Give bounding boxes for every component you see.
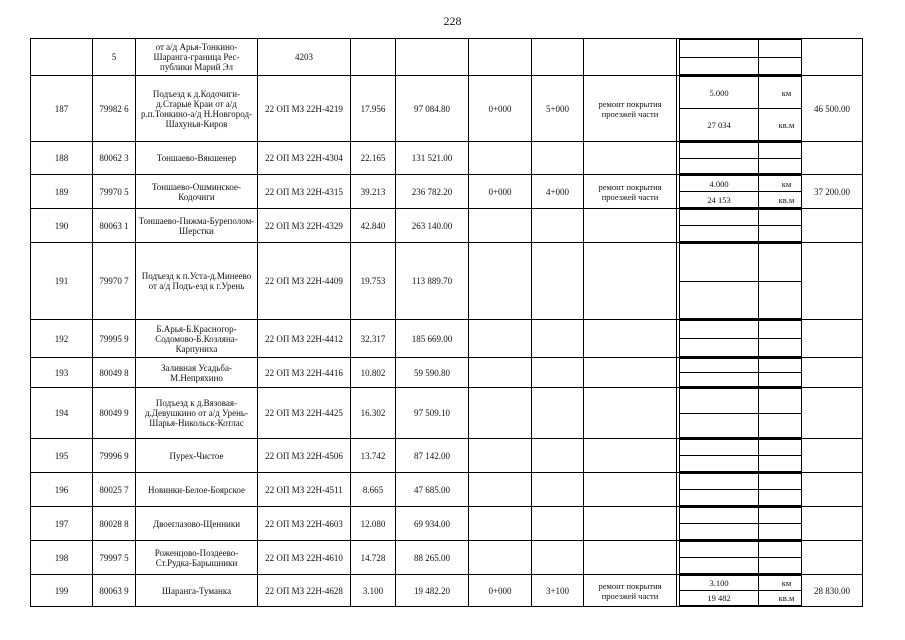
table-row	[31, 541, 863, 575]
section-start-cell: 0+000	[469, 175, 532, 209]
section-end-cell	[532, 243, 584, 320]
road-id-cell: 80063 1	[93, 209, 136, 243]
measure-cell	[677, 358, 802, 388]
road-id-cell: 79970 5	[93, 175, 136, 209]
section-start-cell	[469, 358, 532, 388]
road-code-cell: 22 ОП МЗ 22Н-4409	[258, 243, 351, 320]
measure-subtable	[679, 358, 802, 387]
road-length-cell: 17.956	[351, 76, 396, 142]
road-code-cell: 22 ОП МЗ 22Н-4304	[258, 142, 351, 175]
road-cost-cell: 47 685.00	[396, 473, 469, 507]
table-row	[31, 575, 863, 607]
road-id-cell: 79982 6	[93, 76, 136, 142]
road-length-cell: 3.100	[351, 575, 396, 607]
road-id-cell: 79997 5	[93, 541, 136, 575]
measure-row	[680, 77, 802, 109]
measure-cell	[677, 575, 802, 607]
road-name-cell: Пурех-Чистое	[136, 439, 258, 473]
road-length-cell: 13.742	[351, 439, 396, 473]
road-id-cell: 80062 3	[93, 142, 136, 175]
road-length-cell: 12.080	[351, 507, 396, 541]
measure-row	[680, 591, 802, 606]
measure-value: 27 034	[680, 109, 759, 141]
road-length-cell: 22.165	[351, 142, 396, 175]
work-type-cell	[584, 142, 677, 175]
road-repair-table	[30, 38, 863, 607]
repair-sum-cell: 28 830.00	[802, 575, 863, 607]
measure-value: 3.100	[680, 576, 759, 591]
row-number-cell: 192	[31, 320, 93, 358]
repair-sum-cell	[802, 473, 863, 507]
measure-subtable	[679, 175, 802, 208]
work-type-cell	[584, 507, 677, 541]
row-number-cell: 187	[31, 76, 93, 142]
road-name-cell: Шаранга-Туманка	[136, 575, 258, 607]
section-end-cell	[532, 320, 584, 358]
table-row	[31, 473, 863, 507]
road-cost-cell: 97 084.80	[396, 76, 469, 142]
table-row	[31, 142, 863, 175]
work-type-cell	[584, 358, 677, 388]
repair-sum-cell: 46 500.00	[802, 76, 863, 142]
table-row	[31, 175, 863, 209]
section-start-cell	[469, 320, 532, 358]
road-name-cell: Новинки-Белое-Боярское	[136, 473, 258, 507]
section-start-cell	[469, 388, 532, 439]
row-number-cell	[31, 39, 93, 76]
measure-subtable	[679, 243, 802, 319]
repair-sum-cell	[802, 209, 863, 243]
road-cost-cell: 263 140.00	[396, 209, 469, 243]
section-start-cell	[469, 39, 532, 76]
row-number-cell: 190	[31, 209, 93, 243]
table-row	[31, 39, 863, 76]
road-code-cell: 22 ОП МЗ 22Н-4329	[258, 209, 351, 243]
section-start-cell	[469, 142, 532, 175]
measure-unit: кв.м	[759, 109, 802, 141]
work-type-cell	[584, 439, 677, 473]
work-type-cell	[584, 243, 677, 320]
road-length-cell: 16.302	[351, 388, 396, 439]
section-end-cell	[532, 358, 584, 388]
measure-value: 4.000	[680, 176, 759, 192]
road-code-cell: 22 ОП МЗ 22Н-4506	[258, 439, 351, 473]
work-type-cell	[584, 320, 677, 358]
road-code-cell: 22 ОП МЗ 22Н-4416	[258, 358, 351, 388]
road-code-cell: 4203	[258, 39, 351, 76]
measure-cell	[677, 541, 802, 575]
road-code-cell: 22 ОП МЗ 22Н-4219	[258, 76, 351, 142]
road-code-cell: 22 ОП МЗ 22Н-4412	[258, 320, 351, 358]
road-id-cell: 80025 7	[93, 473, 136, 507]
row-number-cell: 191	[31, 243, 93, 320]
measure-cell	[677, 175, 802, 209]
measure-unit: кв.м	[759, 591, 802, 606]
road-length-cell: 42.840	[351, 209, 396, 243]
repair-sum-cell	[802, 388, 863, 439]
work-type-cell: ремонт покрытия проезжей части	[584, 76, 677, 142]
section-end-cell: 3+100	[532, 575, 584, 607]
measure-unit: км	[759, 77, 802, 109]
row-number-cell: 198	[31, 541, 93, 575]
measure-row	[680, 176, 802, 192]
work-type-cell: ремонт покрытия проезжей части	[584, 175, 677, 209]
row-number-cell: 195	[31, 439, 93, 473]
measure-cell	[677, 142, 802, 175]
row-number-cell: 199	[31, 575, 93, 607]
road-name-cell: Тоншаево-Вякшенер	[136, 142, 258, 175]
section-start-cell	[469, 439, 532, 473]
road-cost-cell: 236 782.20	[396, 175, 469, 209]
measure-cell	[677, 388, 802, 439]
table-row	[31, 507, 863, 541]
section-start-cell: 0+000	[469, 575, 532, 607]
work-type-cell	[584, 209, 677, 243]
road-length-cell	[351, 39, 396, 76]
road-id-cell: 80028 8	[93, 507, 136, 541]
road-cost-cell: 185 669.00	[396, 320, 469, 358]
measure-unit: кв.м	[759, 192, 802, 208]
measure-value: 19 482	[680, 591, 759, 606]
row-number-cell: 189	[31, 175, 93, 209]
road-cost-cell: 87 142.00	[396, 439, 469, 473]
row-number-cell: 188	[31, 142, 93, 175]
row-number-cell: 197	[31, 507, 93, 541]
road-id-cell: 80063 9	[93, 575, 136, 607]
repair-sum-cell	[802, 320, 863, 358]
repair-sum-cell	[802, 507, 863, 541]
measure-subtable	[679, 209, 802, 242]
table-row	[31, 439, 863, 473]
measure-subtable	[679, 39, 802, 75]
section-end-cell	[532, 388, 584, 439]
road-code-cell: 22 ОП МЗ 22Н-4315	[258, 175, 351, 209]
road-name-cell: Подъезд к д.Вязовая-д.Девушкино от а/д Урень-Шарья-Никольск-Котлас	[136, 388, 258, 439]
measure-value: 24 153	[680, 192, 759, 208]
measure-cell	[677, 320, 802, 358]
road-cost-cell: 69 934.00	[396, 507, 469, 541]
section-start-cell	[469, 507, 532, 541]
row-number-cell: 194	[31, 388, 93, 439]
road-cost-cell	[396, 39, 469, 76]
page-number: 228	[443, 14, 462, 28]
repair-sum-cell	[802, 358, 863, 388]
road-id-cell: 5	[93, 39, 136, 76]
section-start-cell	[469, 209, 532, 243]
section-start-cell: 0+000	[469, 76, 532, 142]
road-cost-cell: 59 590.80	[396, 358, 469, 388]
section-start-cell	[469, 473, 532, 507]
road-code-cell: 22 ОП МЗ 22Н-4511	[258, 473, 351, 507]
measure-cell	[677, 473, 802, 507]
road-name-cell: Двоеглазово-Щенники	[136, 507, 258, 541]
road-id-cell: 79970 7	[93, 243, 136, 320]
road-code-cell: 22 ОП МЗ 22Н-4425	[258, 388, 351, 439]
measure-subtable	[679, 541, 802, 574]
measure-cell	[677, 76, 802, 142]
road-name-cell: Заливная Усадьба-М.Непряхино	[136, 358, 258, 388]
road-code-cell: 22 ОП МЗ 22Н-4610	[258, 541, 351, 575]
road-code-cell: 22 ОП МЗ 22Н-4628	[258, 575, 351, 607]
road-length-cell: 32.317	[351, 320, 396, 358]
work-type-cell: ремонт покрытия проезжей части	[584, 575, 677, 607]
section-start-cell	[469, 541, 532, 575]
road-code-cell: 22 ОП МЗ 22Н-4603	[258, 507, 351, 541]
section-end-cell: 5+000	[532, 76, 584, 142]
road-name-cell: Б.Арья-Б.Красногор-Содомово-Б.Козляна-Карпуниха	[136, 320, 258, 358]
section-end-cell	[532, 439, 584, 473]
table-row	[31, 243, 863, 320]
section-end-cell	[532, 507, 584, 541]
repair-sum-cell	[802, 39, 863, 76]
road-cost-cell: 131 521.00	[396, 142, 469, 175]
road-cost-cell: 113 889.70	[396, 243, 469, 320]
section-end-cell	[532, 142, 584, 175]
measure-subtable	[679, 473, 802, 506]
measure-unit: км	[759, 176, 802, 192]
repair-sum-cell: 37 200.00	[802, 175, 863, 209]
road-id-cell: 80049 8	[93, 358, 136, 388]
table-row	[31, 320, 863, 358]
road-name-cell: Тоншаево-Ошминское-Кодочиги	[136, 175, 258, 209]
road-id-cell: 80049 9	[93, 388, 136, 439]
repair-sum-cell	[802, 541, 863, 575]
road-cost-cell: 97 509.10	[396, 388, 469, 439]
measure-subtable	[679, 575, 802, 606]
table-row	[31, 358, 863, 388]
measure-subtable	[679, 388, 802, 438]
table-row	[31, 209, 863, 243]
road-id-cell: 79996 9	[93, 439, 136, 473]
road-cost-cell: 19 482.20	[396, 575, 469, 607]
measure-row	[680, 576, 802, 591]
measure-cell	[677, 243, 802, 320]
measure-cell	[677, 439, 802, 473]
measure-subtable	[679, 142, 802, 174]
measure-subtable	[679, 320, 802, 357]
road-name-cell: от а/д Арья-Тонкино-Шаранга-граница Рес-публики Марий Эл	[136, 39, 258, 76]
table-row	[31, 388, 863, 439]
road-name-cell: Роженцово-Поздеево-Ст.Рудка-Барышники	[136, 541, 258, 575]
section-start-cell	[469, 243, 532, 320]
measure-row	[680, 109, 802, 141]
row-number-cell: 193	[31, 358, 93, 388]
repair-sum-cell	[802, 243, 863, 320]
measure-value: 5.000	[680, 77, 759, 109]
road-name-cell: Подъезд к п.Уста-д.Минеево от а/д Подъ-езд к г.Урень	[136, 243, 258, 320]
road-name-cell: Подъезд к д.Кодочиги-д.Старые Краи от а/д р.п.Тонкино-а/д Н.Новгород-Шахунья-Киров	[136, 76, 258, 142]
work-type-cell	[584, 541, 677, 575]
road-length-cell: 8.665	[351, 473, 396, 507]
measure-cell	[677, 209, 802, 243]
measure-row	[680, 192, 802, 208]
repair-sum-cell	[802, 142, 863, 175]
measure-cell	[677, 507, 802, 541]
section-end-cell: 4+000	[532, 175, 584, 209]
measure-cell	[677, 39, 802, 76]
road-length-cell: 14.728	[351, 541, 396, 575]
section-end-cell	[532, 39, 584, 76]
row-number-cell: 196	[31, 473, 93, 507]
road-length-cell: 39.213	[351, 175, 396, 209]
road-length-cell: 10.802	[351, 358, 396, 388]
repair-sum-cell	[802, 439, 863, 473]
road-id-cell: 79995 9	[93, 320, 136, 358]
measure-subtable	[679, 76, 802, 141]
road-name-cell: Тоншаево-Пижма-Буреполом-Шерстки	[136, 209, 258, 243]
work-type-cell	[584, 39, 677, 76]
section-end-cell	[532, 209, 584, 243]
work-type-cell	[584, 473, 677, 507]
road-length-cell: 19.753	[351, 243, 396, 320]
measure-subtable	[679, 439, 802, 472]
work-type-cell	[584, 388, 677, 439]
measure-subtable	[679, 507, 802, 540]
road-cost-cell: 88 265.00	[396, 541, 469, 575]
measure-unit: км	[759, 576, 802, 591]
section-end-cell	[532, 473, 584, 507]
table-row	[31, 76, 863, 142]
section-end-cell	[532, 541, 584, 575]
